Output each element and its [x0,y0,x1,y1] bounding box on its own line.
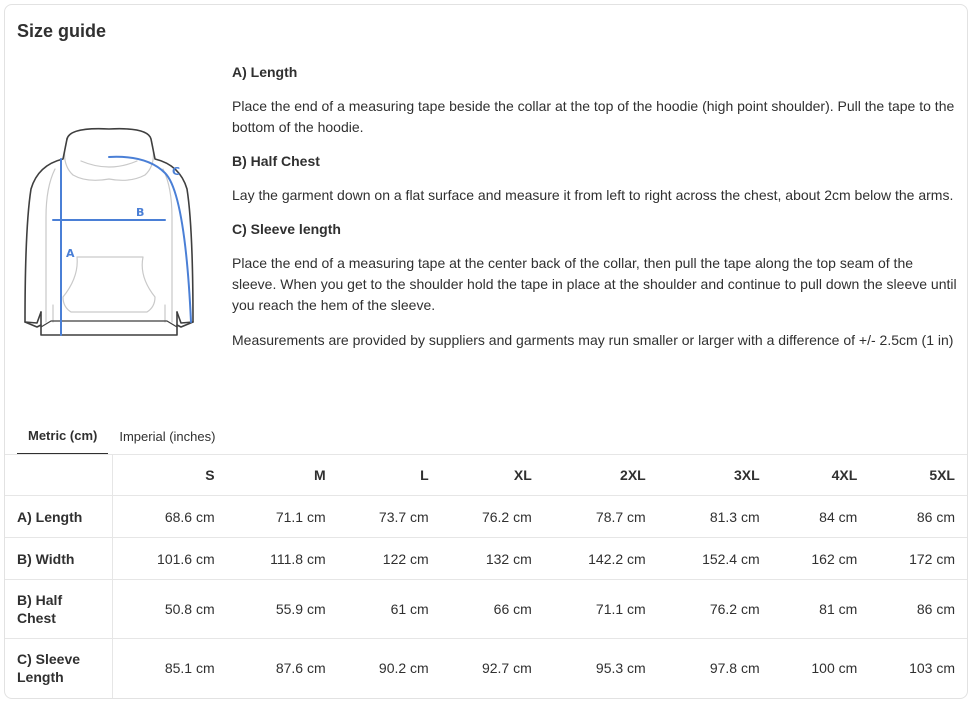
row-label: B) Half Chest [5,580,112,639]
column-header: M [227,455,338,496]
table-cell: 78.7 cm [544,496,658,538]
length-heading: A) Length [232,64,298,80]
table-cell: 73.7 cm [338,496,441,538]
table-cell: 92.7 cm [441,639,544,698]
table-cell: 142.2 cm [544,538,658,580]
table-cell: 84 cm [772,496,870,538]
table-cell: 85.1 cm [112,639,227,698]
table-cell: 103 cm [869,639,967,698]
table-cell: 162 cm [772,538,870,580]
column-header: S [112,455,227,496]
column-header: 3XL [658,455,772,496]
half-chest-text: Lay the garment down on a flat surface and measure it from left to right across the chest, about 2cm below the arms. [232,187,954,203]
table-row [5,496,967,538]
table-cell: 101.6 cm [112,538,227,580]
table-cell: 97.8 cm [658,639,772,698]
column-header: 4XL [772,455,870,496]
table-header-row [5,455,967,496]
column-header: 2XL [544,455,658,496]
table-cell: 81.3 cm [658,496,772,538]
table-cell: 50.8 cm [112,580,227,639]
page-title: Size guide [17,21,107,41]
sleeve-length-heading: C) Sleeve length [232,221,341,237]
table-row [5,639,967,698]
table-corner-cell [5,455,112,496]
row-label: C) Sleeve Length [5,639,112,698]
half-chest-heading: B) Half Chest [232,153,320,169]
table-cell: 61 cm [338,580,441,639]
table-cell: 76.2 cm [441,496,544,538]
table-row [5,580,967,639]
table-cell: 152.4 cm [658,538,772,580]
table-cell: 66 cm [441,580,544,639]
table-cell: 81 cm [772,580,870,639]
table-cell: 86 cm [869,580,967,639]
table-cell: 132 cm [441,538,544,580]
table-cell: 172 cm [869,538,967,580]
table-cell: 55.9 cm [227,580,338,639]
unit-tabs [17,419,226,455]
measurement-guide [232,61,957,351]
label-b: B [136,206,145,219]
label-a: A [66,247,75,260]
table-cell: 122 cm [338,538,441,580]
table-cell: 71.1 cm [227,496,338,538]
column-header: L [338,455,441,496]
size-table [5,454,967,698]
tab-metric[interactable]: Metric (cm) [17,428,108,455]
table-cell: 86 cm [869,496,967,538]
tab-imperial[interactable]: Imperial (inches) [119,429,216,444]
sleeve-length-text: Place the end of a measuring tape at the center back of the collar, then pull the tape along the top seam of the sleeve. When you get to the shoulder hold the tape in place at the shoulder and continue to pull down the sleeve until you reach the hem of the sleeve. [232,255,957,313]
table-cell: 90.2 cm [338,639,441,698]
table-cell: 100 cm [772,639,870,698]
table-cell: 71.1 cm [544,580,658,639]
row-label: B) Width [5,538,112,580]
column-header: 5XL [869,455,967,496]
column-header: XL [441,455,544,496]
table-cell: 68.6 cm [112,496,227,538]
measurement-note: Measurements are provided by suppliers and garments may run smaller or larger with a difference of +/- 2.5cm (1 in) [232,332,954,348]
length-text: Place the end of a measuring tape beside the collar at the top of the hoodie (high point shoulder). Pull the tape to the bottom of the hoodie. [232,98,955,135]
row-label: A) Length [5,496,112,538]
table-cell: 76.2 cm [658,580,772,639]
table-cell: 111.8 cm [227,538,338,580]
label-c: C [172,165,181,178]
table-cell: 95.3 cm [544,639,658,698]
size-guide-panel [4,4,968,699]
table-cell: 87.6 cm [227,639,338,698]
table-row [5,538,967,580]
hoodie-measurement-diagram-icon [15,117,195,341]
